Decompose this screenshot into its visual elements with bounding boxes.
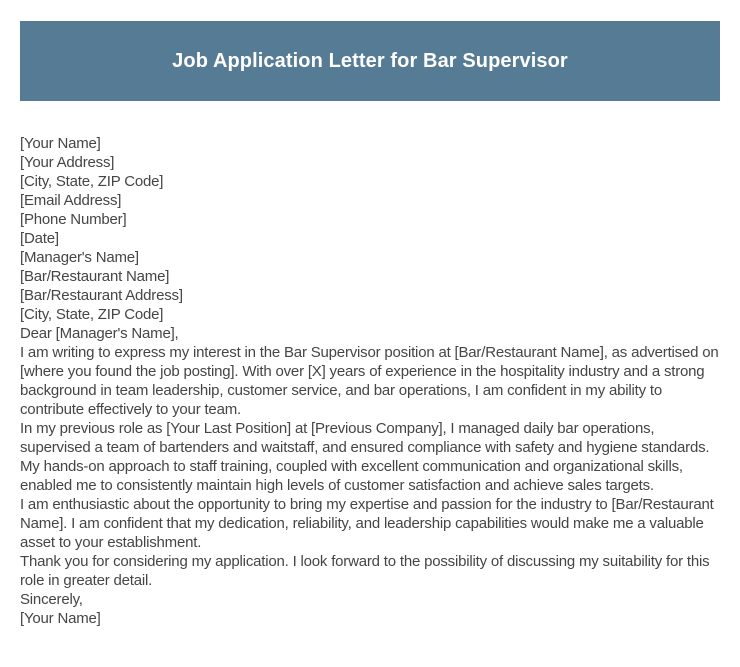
letter-line-email-address: [Email Address] [20, 192, 122, 209]
page-title: Job Application Letter for Bar Supervisor [172, 49, 568, 72]
letter-line-your-name: [Your Name] [20, 135, 101, 152]
letter-paragraph-3: I am enthusiastic about the opportunity to bring my expertise and passion for the industry to [Bar/Restaurant Name]. I am confident that my dedication, reliability, and leadership capabilities would make me a valuable asset to your establishment. [20, 496, 714, 551]
letter-paragraph-4: Thank you for considering my application. I look forward to the possibility of discussing my suitability for this role in greater detail. [20, 553, 710, 589]
letter-paragraph-1: I am writing to express my interest in the Bar Supervisor position at [Bar/Restaurant Name], as advertised on [where you found the job posting]. With over [X] years of experience in the hospitality industry and a strong background in team leadership, customer service, and bar operations, I am confident in my ability to contribute effectively to your team. [20, 344, 719, 418]
letter-line-your-address: [Your Address] [20, 154, 115, 171]
letter-line-date: [Date] [20, 230, 59, 247]
letter-line-city-state-zip: [City, State, ZIP Code] [20, 173, 164, 190]
title-banner [20, 21, 720, 101]
letter-line-bar-name: [Bar/Restaurant Name] [20, 268, 170, 285]
letter-line-recipient-city-state-zip: [City, State, ZIP Code] [20, 306, 164, 323]
letter-closing: Sincerely, [20, 591, 83, 608]
letter-line-phone-number: [Phone Number] [20, 211, 127, 228]
letter-signature: [Your Name] [20, 610, 101, 627]
letter-body [20, 134, 722, 628]
letter-line-bar-address: [Bar/Restaurant Address] [20, 287, 183, 304]
letter-line-manager-name: [Manager's Name] [20, 249, 139, 266]
letter-salutation: Dear [Manager's Name], [20, 325, 179, 342]
letter-paragraph-2: In my previous role as [Your Last Position] at [Previous Company], I managed daily bar operations, supervised a team of bartenders and waitstaff, and ensured compliance with safety and hygiene standards. My hands-on approach to staff training, coupled with excellent communication and organizational skills, enabled me to consistently maintain high levels of customer satisfaction and achieve sales targets. [20, 420, 710, 494]
